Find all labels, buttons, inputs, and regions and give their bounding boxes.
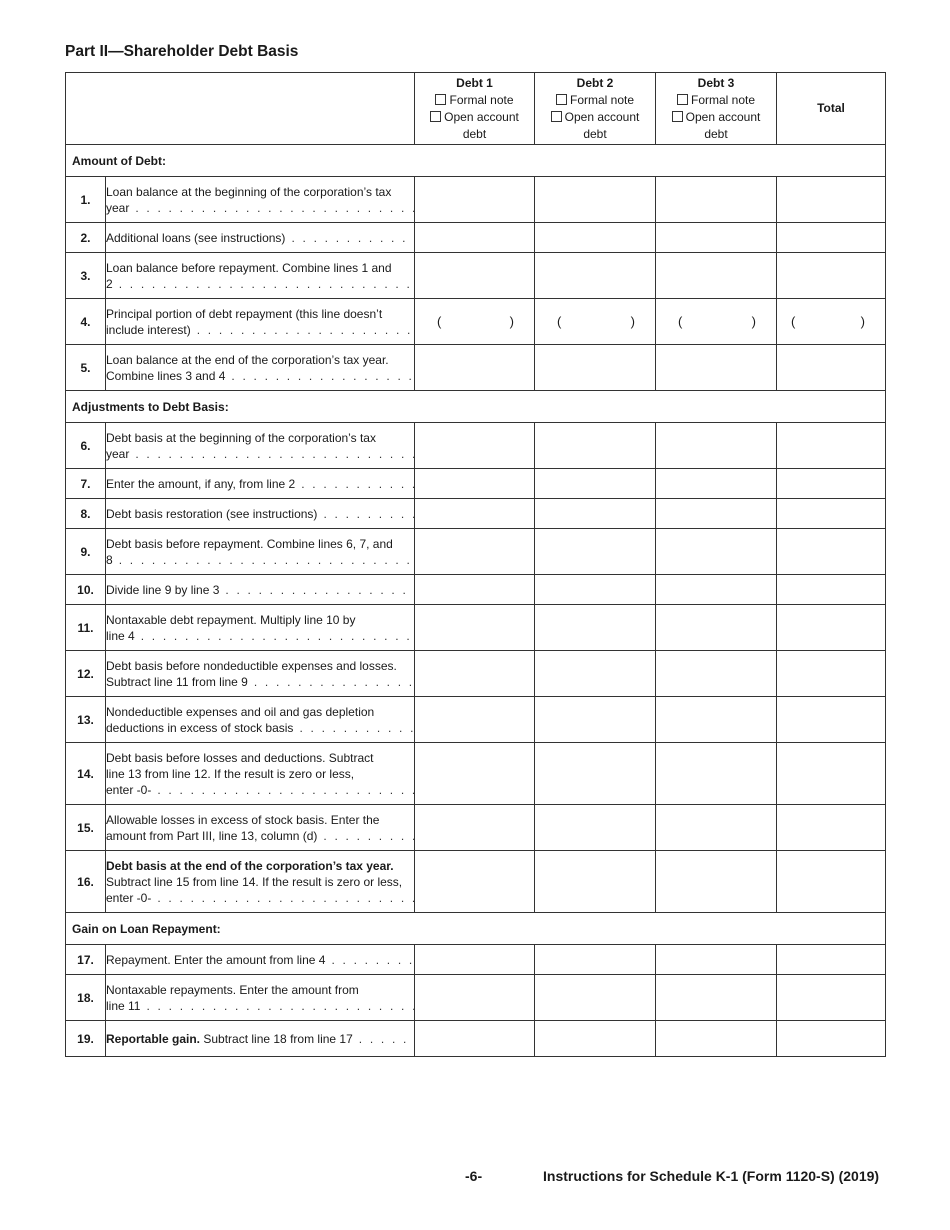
debt-3-header bbox=[656, 73, 777, 145]
debt-1-title: Debt 1 bbox=[456, 75, 493, 90]
open-paren: ( bbox=[791, 314, 796, 329]
line-8-row bbox=[66, 499, 886, 529]
debt-basis-table bbox=[65, 72, 886, 1057]
debt-3-amount[interactable] bbox=[656, 651, 777, 697]
line-text: Allowable losses in excess of stock basis. Enter the bbox=[106, 812, 380, 827]
line-text: Loan balance before repayment. Combine lines 1 and bbox=[106, 260, 392, 275]
line-description bbox=[106, 697, 415, 743]
total-amount[interactable] bbox=[777, 805, 886, 851]
debt-2-amount[interactable] bbox=[535, 945, 656, 975]
line-description bbox=[106, 223, 415, 253]
total-amount[interactable] bbox=[777, 851, 886, 913]
debt-3-amount[interactable] bbox=[656, 223, 777, 253]
line-text-end: deductions in excess of stock basis bbox=[106, 720, 294, 735]
line-19-row bbox=[66, 1021, 886, 1057]
debt-2-amount[interactable] bbox=[535, 743, 656, 805]
debt-3-amount[interactable] bbox=[656, 177, 777, 223]
line-7-row bbox=[66, 469, 886, 499]
debt-1-amount[interactable] bbox=[415, 469, 535, 499]
close-paren: ) bbox=[630, 314, 635, 329]
line-number: 12. bbox=[66, 651, 106, 697]
debt-3-amount[interactable] bbox=[656, 423, 777, 469]
debt-1-amount[interactable] bbox=[415, 605, 535, 651]
debt-1-amount[interactable] bbox=[415, 851, 535, 913]
line-description bbox=[106, 529, 415, 575]
line-text-end: enter -0- bbox=[106, 890, 152, 905]
debt-3-amount[interactable] bbox=[656, 605, 777, 651]
leader-dots bbox=[295, 476, 414, 492]
total-amount[interactable] bbox=[777, 651, 886, 697]
leader-dots bbox=[225, 368, 414, 384]
leader-dots bbox=[317, 828, 414, 844]
total-amount[interactable] bbox=[777, 1021, 886, 1057]
total-amount[interactable] bbox=[777, 469, 886, 499]
debt-3-formal-note-checkbox[interactable] bbox=[677, 94, 688, 105]
total-amount[interactable] bbox=[777, 423, 886, 469]
line-17-row bbox=[66, 945, 886, 975]
line-number: 19. bbox=[66, 1021, 106, 1057]
leader-dots bbox=[317, 506, 414, 522]
debt-1-amount[interactable] bbox=[415, 743, 535, 805]
total-amount[interactable] bbox=[777, 253, 886, 299]
debt-1-amount[interactable] bbox=[415, 177, 535, 223]
debt-2-open-account-checkbox[interactable] bbox=[551, 111, 562, 122]
line-description bbox=[106, 299, 415, 345]
line-number: 13. bbox=[66, 697, 106, 743]
leader-dots bbox=[113, 276, 414, 292]
line-2-row bbox=[66, 223, 886, 253]
total-amount[interactable] bbox=[777, 345, 886, 391]
section-heading: Gain on Loan Repayment: bbox=[66, 913, 886, 945]
line-text-end: year bbox=[106, 200, 130, 215]
line-description bbox=[106, 805, 415, 851]
line-text-end: enter -0- bbox=[106, 782, 152, 797]
line-5-row bbox=[66, 345, 886, 391]
debt-1-formal-note-checkbox[interactable] bbox=[435, 94, 446, 105]
line-text-end: amount from Part III, line 13, column (d) bbox=[106, 828, 318, 843]
line-16-row bbox=[66, 851, 886, 913]
open-paren: ( bbox=[678, 314, 683, 329]
line-4-row bbox=[66, 299, 886, 345]
line-text: Principal portion of debt repayment (this line doesn’t bbox=[106, 306, 383, 321]
leader-dots bbox=[151, 890, 414, 906]
page-number: -6- bbox=[465, 1168, 483, 1184]
line-description bbox=[106, 499, 415, 529]
debt-1-amount[interactable] bbox=[415, 651, 535, 697]
line-text-end: 8 bbox=[106, 552, 113, 567]
line-text-end: year bbox=[106, 446, 130, 461]
total-amount[interactable] bbox=[777, 299, 886, 345]
debt-2-amount[interactable] bbox=[535, 605, 656, 651]
line-number: 10. bbox=[66, 575, 106, 605]
leader-dots bbox=[219, 582, 414, 598]
leader-dots bbox=[113, 552, 414, 568]
leader-dots bbox=[135, 628, 414, 644]
line-text: Debt basis before nondeductible expenses and losses. bbox=[106, 658, 397, 673]
debt-2-amount[interactable] bbox=[535, 975, 656, 1021]
leader-dots bbox=[129, 200, 414, 216]
line-description bbox=[106, 253, 415, 299]
debt-2-amount[interactable] bbox=[535, 575, 656, 605]
line-text: Debt basis before repayment. Combine lines 6, 7, and bbox=[106, 536, 393, 551]
debt-2-amount[interactable] bbox=[535, 177, 656, 223]
line-text: Debt basis at the beginning of the corporation’s tax bbox=[106, 430, 376, 445]
debt-1-amount[interactable] bbox=[415, 299, 535, 345]
line-15-row bbox=[66, 805, 886, 851]
debt-1-open-account-label-2: debt bbox=[462, 126, 487, 141]
line-text: Nontaxable debt repayment. Multiply line 10 by bbox=[106, 612, 356, 627]
total-header: Total bbox=[777, 73, 886, 145]
debt-2-open-account-label-2: debt bbox=[583, 126, 607, 141]
debt-3-amount[interactable] bbox=[656, 253, 777, 299]
debt-3-amount[interactable] bbox=[656, 851, 777, 913]
debt-3-amount[interactable] bbox=[656, 697, 777, 743]
debt-1-amount[interactable] bbox=[415, 805, 535, 851]
debt-2-amount[interactable] bbox=[535, 697, 656, 743]
line-number: 8. bbox=[66, 499, 106, 529]
debt-1-amount[interactable] bbox=[415, 697, 535, 743]
leader-dots bbox=[248, 674, 414, 690]
leader-dots bbox=[293, 720, 414, 736]
line-description bbox=[106, 851, 415, 913]
line-number: 14. bbox=[66, 743, 106, 805]
section-amount-of-debt bbox=[66, 145, 886, 177]
debt-3-open-account-label-2: debt bbox=[704, 126, 728, 141]
open-paren: ( bbox=[437, 314, 442, 329]
line-number: 6. bbox=[66, 423, 106, 469]
debt-2-header bbox=[535, 73, 656, 145]
leader-dots bbox=[325, 952, 414, 968]
debt-1-header bbox=[415, 73, 535, 145]
open-paren: ( bbox=[557, 314, 562, 329]
debt-2-amount[interactable] bbox=[535, 1021, 656, 1057]
section-heading: Adjustments to Debt Basis: bbox=[66, 391, 886, 423]
total-amount[interactable] bbox=[777, 223, 886, 253]
leader-dots bbox=[140, 998, 414, 1014]
debt-1-amount[interactable] bbox=[415, 1021, 535, 1057]
total-amount[interactable] bbox=[777, 605, 886, 651]
line-text: Loan balance at the end of the corporation’s tax year. bbox=[106, 352, 389, 367]
line-text-bold: Reportable gain. bbox=[106, 1031, 201, 1046]
leader-dots bbox=[353, 1031, 414, 1047]
line-description bbox=[106, 177, 415, 223]
debt-3-amount[interactable] bbox=[656, 1021, 777, 1057]
line-number: 16. bbox=[66, 851, 106, 913]
line-text: Debt basis before losses and deductions. Subtract bbox=[106, 750, 374, 765]
line-1-row bbox=[66, 177, 886, 223]
line-13-row bbox=[66, 697, 886, 743]
debt-3-amount[interactable] bbox=[656, 805, 777, 851]
total-amount[interactable] bbox=[777, 975, 886, 1021]
line-description bbox=[106, 651, 415, 697]
total-amount[interactable] bbox=[777, 743, 886, 805]
line-number: 4. bbox=[66, 299, 106, 345]
debt-3-amount[interactable] bbox=[656, 529, 777, 575]
leader-dots bbox=[285, 230, 414, 246]
line-text-2: Subtract line 15 from line 14. If the result is zero or less, bbox=[106, 874, 403, 889]
header-blank bbox=[66, 73, 415, 145]
line-description bbox=[106, 345, 415, 391]
debt-2-formal-note-checkbox[interactable] bbox=[556, 94, 567, 105]
close-paren: ) bbox=[751, 314, 756, 329]
total-amount[interactable] bbox=[777, 499, 886, 529]
leader-dots bbox=[129, 446, 414, 462]
header-row bbox=[66, 73, 886, 145]
debt-1-amount[interactable] bbox=[415, 499, 535, 529]
debt-3-title: Debt 3 bbox=[697, 75, 735, 90]
line-text-end: line 4 bbox=[106, 628, 135, 643]
line-text-bold: Debt basis at the end of the corporation’s tax year. bbox=[106, 858, 394, 873]
line-number: 18. bbox=[66, 975, 106, 1021]
line-text: Nontaxable repayments. Enter the amount from bbox=[106, 982, 359, 997]
line-3-row bbox=[66, 253, 886, 299]
leader-dots bbox=[191, 322, 414, 338]
line-description bbox=[106, 575, 415, 605]
debt-3-open-account-label: Open account bbox=[685, 109, 761, 124]
line-number: 3. bbox=[66, 253, 106, 299]
line-description bbox=[106, 423, 415, 469]
line-description bbox=[106, 945, 415, 975]
line-11-row bbox=[66, 605, 886, 651]
leader-dots bbox=[151, 782, 414, 798]
debt-1-amount[interactable] bbox=[415, 345, 535, 391]
section-gain-on-loan-repayment bbox=[66, 913, 886, 945]
debt-1-open-account-label: Open account bbox=[444, 109, 519, 124]
line-number: 2. bbox=[66, 223, 106, 253]
line-text-2: line 13 from line 12. If the result is zero or less, bbox=[106, 766, 355, 781]
line-6-row bbox=[66, 423, 886, 469]
debt-3-amount[interactable] bbox=[656, 469, 777, 499]
debt-2-open-account-label: Open account bbox=[564, 109, 640, 124]
debt-2-amount[interactable] bbox=[535, 651, 656, 697]
debt-3-amount[interactable] bbox=[656, 345, 777, 391]
debt-1-formal-note-label: Formal note bbox=[449, 92, 514, 107]
debt-1-amount[interactable] bbox=[415, 253, 535, 299]
debt-1-amount[interactable] bbox=[415, 975, 535, 1021]
line-text-end: Enter the amount, if any, from line 2 bbox=[106, 476, 296, 491]
debt-1-amount[interactable] bbox=[415, 529, 535, 575]
section-heading: Amount of Debt: bbox=[66, 145, 886, 177]
total-amount[interactable] bbox=[777, 697, 886, 743]
debt-3-amount[interactable] bbox=[656, 743, 777, 805]
line-description bbox=[106, 743, 415, 805]
line-number: 11. bbox=[66, 605, 106, 651]
debt-1-amount[interactable] bbox=[415, 575, 535, 605]
debt-3-amount[interactable] bbox=[656, 975, 777, 1021]
debt-2-amount[interactable] bbox=[535, 805, 656, 851]
line-description bbox=[106, 975, 415, 1021]
debt-3-open-account-checkbox[interactable] bbox=[672, 111, 683, 122]
debt-3-amount[interactable] bbox=[656, 499, 777, 529]
line-10-row bbox=[66, 575, 886, 605]
total-amount[interactable] bbox=[777, 945, 886, 975]
line-description bbox=[106, 605, 415, 651]
debt-2-amount[interactable] bbox=[535, 851, 656, 913]
debt-2-title: Debt 2 bbox=[576, 75, 614, 90]
line-text-end: line 11 bbox=[106, 998, 141, 1013]
line-number: 5. bbox=[66, 345, 106, 391]
debt-2-amount[interactable] bbox=[535, 223, 656, 253]
debt-3-amount[interactable] bbox=[656, 945, 777, 975]
line-number: 15. bbox=[66, 805, 106, 851]
debt-3-amount[interactable] bbox=[656, 575, 777, 605]
line-text-end: 2 bbox=[106, 276, 113, 291]
line-text-end: Debt basis restoration (see instructions) bbox=[106, 506, 318, 521]
line-9-row bbox=[66, 529, 886, 575]
total-amount[interactable] bbox=[777, 529, 886, 575]
debt-2-amount[interactable] bbox=[535, 469, 656, 499]
debt-1-amount[interactable] bbox=[415, 423, 535, 469]
line-18-row bbox=[66, 975, 886, 1021]
line-12-row bbox=[66, 651, 886, 697]
line-text-end: Additional loans (see instructions) bbox=[106, 230, 286, 245]
line-number: 7. bbox=[66, 469, 106, 499]
line-text-end: include interest) bbox=[106, 322, 191, 337]
line-description bbox=[106, 469, 415, 499]
form-footer-title: Instructions for Schedule K-1 (Form 1120-S) (2019) bbox=[543, 1168, 880, 1184]
line-14-row bbox=[66, 743, 886, 805]
part-title: Part II—Shareholder Debt Basis bbox=[65, 43, 299, 60]
debt-2-amount[interactable] bbox=[535, 529, 656, 575]
line-text: Nondeductible expenses and oil and gas depletion bbox=[106, 704, 375, 719]
line-number: 1. bbox=[66, 177, 106, 223]
total-amount[interactable] bbox=[777, 575, 886, 605]
debt-3-formal-note-label: Formal note bbox=[690, 92, 756, 107]
line-text-end: Combine lines 3 and 4 bbox=[106, 368, 226, 383]
line-number: 17. bbox=[66, 945, 106, 975]
debt-1-amount[interactable] bbox=[415, 223, 535, 253]
debt-3-amount[interactable] bbox=[656, 299, 777, 345]
section-adjustments-to-debt-basis bbox=[66, 391, 886, 423]
close-paren: ) bbox=[509, 314, 514, 329]
close-paren: ) bbox=[860, 314, 865, 329]
debt-1-amount[interactable] bbox=[415, 945, 535, 975]
debt-2-amount[interactable] bbox=[535, 499, 656, 529]
debt-2-amount[interactable] bbox=[535, 423, 656, 469]
debt-2-amount[interactable] bbox=[535, 299, 656, 345]
line-text-end: Repayment. Enter the amount from line 4 bbox=[106, 952, 326, 967]
debt-2-amount[interactable] bbox=[535, 345, 656, 391]
debt-1-open-account-checkbox[interactable] bbox=[430, 111, 441, 122]
debt-2-amount[interactable] bbox=[535, 253, 656, 299]
line-text-end: Subtract line 18 from line 17 bbox=[200, 1031, 353, 1046]
line-text-end: Divide line 9 by line 3 bbox=[106, 582, 220, 597]
line-description bbox=[106, 1021, 415, 1057]
line-text: Loan balance at the beginning of the corporation’s tax bbox=[106, 184, 392, 199]
line-number: 9. bbox=[66, 529, 106, 575]
line-text-end: Subtract line 11 from line 9 bbox=[106, 674, 248, 689]
debt-2-formal-note-label: Formal note bbox=[569, 92, 635, 107]
total-amount[interactable] bbox=[777, 177, 886, 223]
